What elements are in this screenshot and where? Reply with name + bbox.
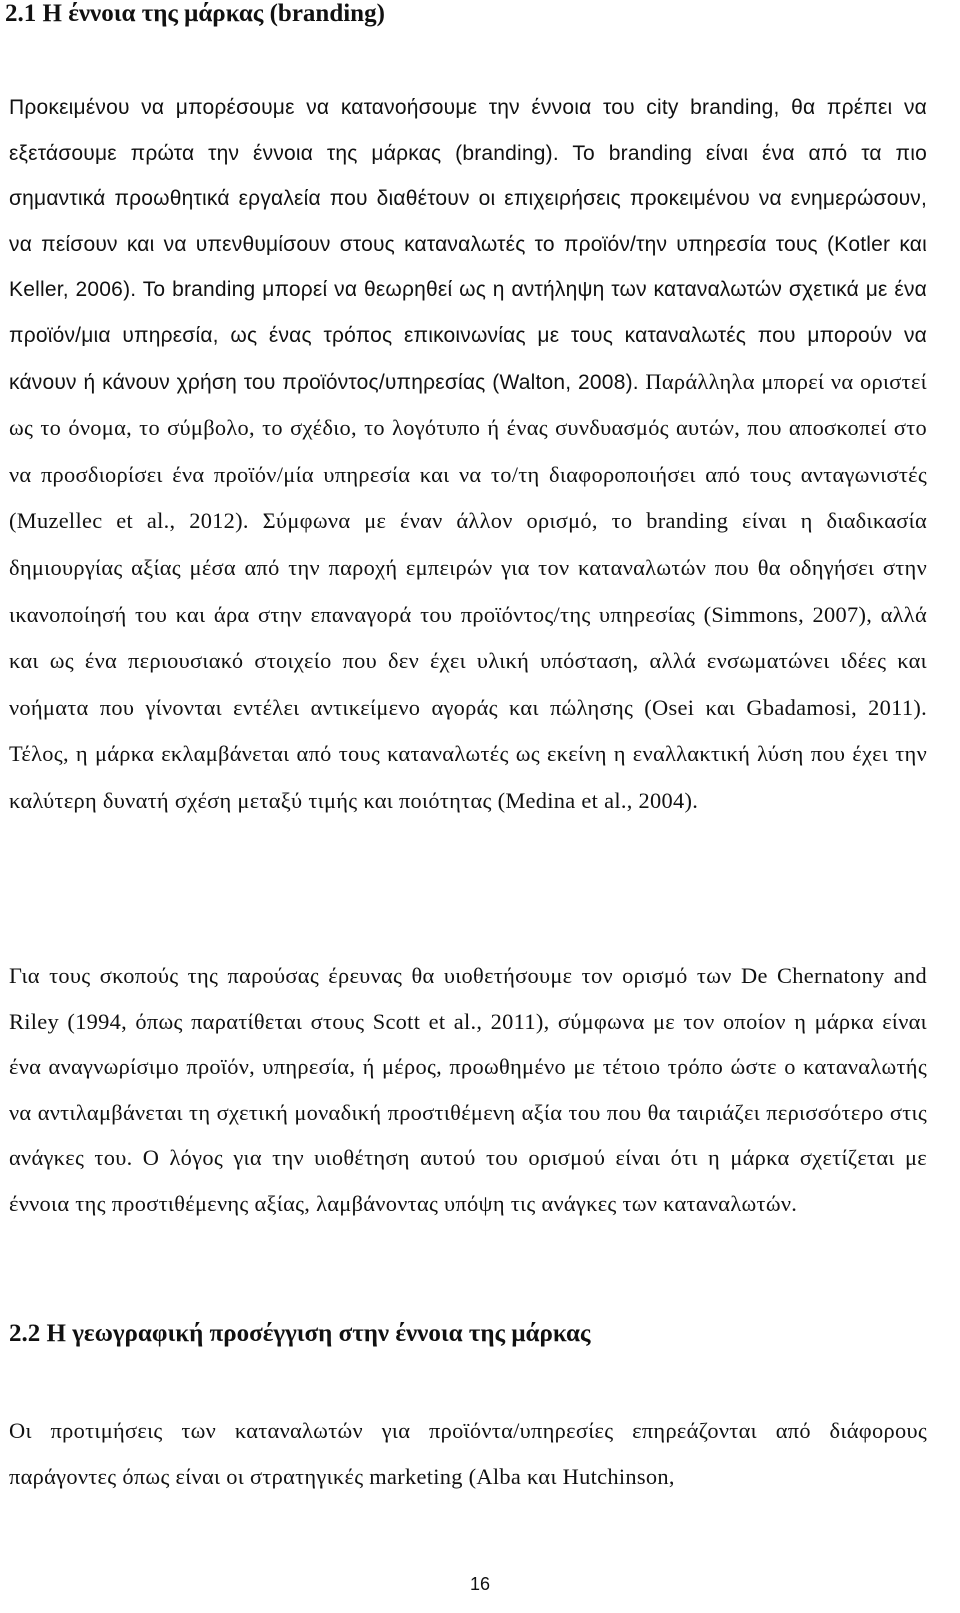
section-heading-2-2: 2.2 Η γεωγραφική προσέγγιση στην έννοια της μάρκας [9, 1320, 591, 1347]
page-number: 16 [469, 1574, 491, 1594]
paragraph-chosen-definition: Για τους σκοπούς της παρούσας έρευνας θα υιοθετήσουμε τον ορισμό των De Chernatony and Riley (1994, όπως παρατίθεται στους Scott et al., 2011), σύμφωνα με τον οποίον η μάρκα είναι ένα αναγνωρίσιμο προϊόν, υπηρεσία, ή μέρος, προωθημένο με τέτοιο τρόπο ώστε ο καταναλωτής να αντιλαμβάνεται τη σχετική μοναδική προστιθέμενη αξία του που θα ταιριάζει περισσότερο στις ανάγκες του. Ο λόγος για την υιοθέτηση αυτού του ορισμού είναι ότι η μάρκα σχετίζεται με έννοια της προστιθέμενης αξίας, λαμβάνοντας υπόψη τις ανάγκες των καταναλωτών. [9, 963, 927, 1216]
section-heading-2-1: 2.1 Η έννοια της μάρκας (branding) [5, 0, 385, 27]
paragraph-branding-definition [9, 85, 927, 825]
paragraph-geographic-approach: Οι προτιμήσεις των καταναλωτών για προϊόντα/υπηρεσίες επηρεάζονται από διάφορους παράγοντες όπως είναι οι στρατηγικές marketing (Alba και Hutchinson, [9, 1418, 927, 1489]
paragraph-text-sans: Προκειμένου να μπορέσουμε να κατανοήσουμε την έννοια του city branding, θα πρέπει να εξετάσουμε πρώτα την έννοια της μάρκας (branding). Το branding είναι ένα από τα πιο σημαντικά προωθητικά εργαλεία που διαθέτουν οι επιχειρήσεις προκειμένου να ενημερώσουν, να πείσουν και να υπενθυμίσουν στους καταναλωτές το προϊόν/την υπηρεσία τους (Kotler και Keller, 2006). Το branding μπορεί να θεωρηθεί ως η αντήληψη των καταναλωτών σχετικά με ένα προϊόν/μια υπηρεσία, ως ένας τρόπος επικοινωνίας με τους καταναλωτές που μπορούν να κάνουν ή κάνουν χρήση του προϊόντος/υπηρεσίας (Walton, 2008). [9, 96, 927, 394]
paragraph-text-serif: Παράλληλα μπορεί να οριστεί ως το όνομα, το σύμβολο, το σχέδιο, το λογότυπο ή ένας συνδυασμός αυτών, που αποσκοπεί στο να προσδιορίσει ένα προϊόν/μία υπηρεσία και να το/τη διαφοροποιήσει από τους ανταγωνιστές (Muzellec et al., 2012). Σύμφωνα με έναν άλλον ορισμό, το branding είναι η διαδικασία δημιουργίας αξίας μέσα από την παροχή εμπειρών για τον καταναλωτών που θα οδηγήσει στην ικανοποίησή του και άρα στην επαναγορά του προϊόντος/της υπηρεσίας (Simmons, 2007), αλλά και ως ένα περιουσιακό στοιχείο που δεν έχει υλική υπόσταση, αλλά ενσωματώνει ιδέες και νοήματα που γίνονται εντέλει αντικείμενο αγοράς και πώλησης (Osei και Gbadamosi, 2011). Τέλος, η μάρκα εκλαμβάνεται από τους καταναλωτές ως εκείνη η εναλλακτική λύση που έχει την καλύτερη δυνατή σχέση μεταξύ τιμής και ποιότητας (Medina et al., 2004). [9, 368, 927, 813]
